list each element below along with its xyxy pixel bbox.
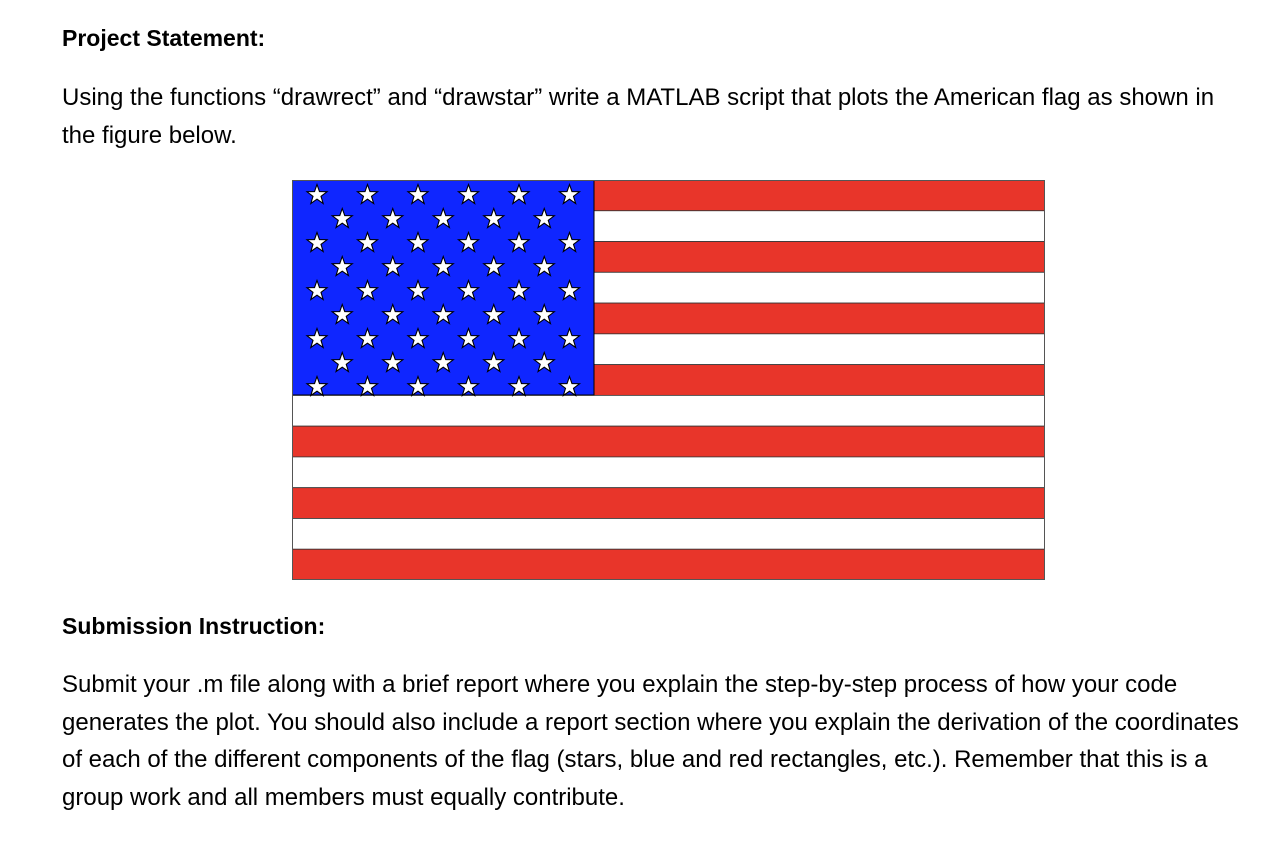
submission-instruction-text: Submit your .m file along with a brief report where you explain the step-by-step process of how your code generates the plot. You should also include a report section where you explain the derivation of the coordinates of each of the different components of the flag (stars, blue and red rectangles, etc.). Remember that this is a group work and all members must equally contribute. (62, 671, 1239, 811)
white-stripe (292, 457, 1045, 488)
white-stripe (292, 395, 1045, 426)
submission-instruction-heading: Submission Instruction: (62, 613, 326, 639)
red-stripe (292, 426, 1045, 457)
red-stripe (292, 549, 1045, 580)
project-statement-heading: Project Statement: (62, 25, 266, 51)
project-statement-text: Using the functions “drawrect” and “drawstar” write a MATLAB script that plots the American flag as shown in the figure below. (62, 84, 1215, 149)
red-stripe (292, 488, 1045, 519)
white-stripe (292, 518, 1045, 549)
american-flag-figure (292, 180, 1045, 580)
